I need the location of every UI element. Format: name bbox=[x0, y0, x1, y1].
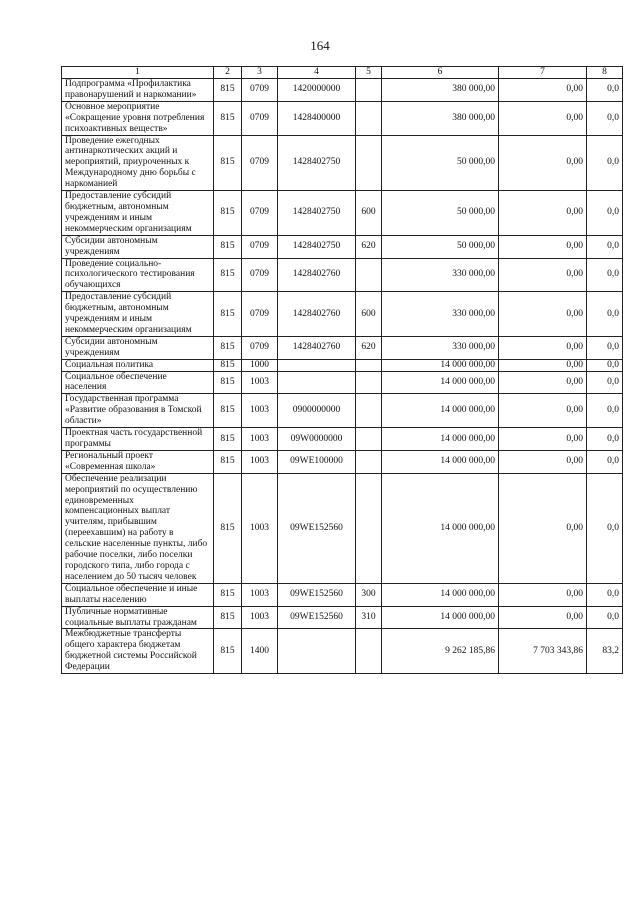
cell-planned-amount: 14 000 000,00 bbox=[382, 359, 499, 371]
cell-name: Государственная программа «Развитие образования в Томской области» bbox=[62, 394, 214, 428]
cell-executed-amount: 0,00 bbox=[499, 583, 587, 606]
column-header: 3 bbox=[242, 67, 278, 79]
table-row bbox=[62, 101, 623, 135]
table-row bbox=[62, 191, 623, 236]
cell-ministry-code: 815 bbox=[214, 583, 242, 606]
cell-name: Подпрограмма «Профилактика правонарушений и наркомании» bbox=[62, 79, 214, 102]
cell-section-code: 0709 bbox=[242, 79, 278, 102]
table-row bbox=[62, 336, 623, 359]
cell-ministry-code: 815 bbox=[214, 79, 242, 102]
cell-planned-amount: 14 000 000,00 bbox=[382, 450, 499, 473]
cell-percent: 0,0 bbox=[587, 473, 623, 583]
cell-planned-amount: 380 000,00 bbox=[382, 79, 499, 102]
cell-planned-amount: 14 000 000,00 bbox=[382, 606, 499, 629]
cell-ministry-code: 815 bbox=[214, 235, 242, 258]
cell-expense-type bbox=[356, 371, 382, 394]
cell-name: Социальная политика bbox=[62, 359, 214, 371]
cell-target-code: 0900000000 bbox=[278, 394, 356, 428]
cell-percent: 0,0 bbox=[587, 359, 623, 371]
table-row bbox=[62, 629, 623, 674]
cell-name: Региональный проект «Современная школа» bbox=[62, 450, 214, 473]
table-body bbox=[62, 79, 623, 674]
cell-name: Социальное обеспечение населения bbox=[62, 371, 214, 394]
cell-executed-amount: 7 703 343,86 bbox=[499, 629, 587, 674]
cell-planned-amount: 50 000,00 bbox=[382, 235, 499, 258]
table-row bbox=[62, 258, 623, 292]
cell-section-code: 1003 bbox=[242, 450, 278, 473]
cell-section-code: 1003 bbox=[242, 583, 278, 606]
cell-executed-amount: 0,00 bbox=[499, 235, 587, 258]
cell-target-code: 09WE152560 bbox=[278, 583, 356, 606]
cell-executed-amount: 0,00 bbox=[499, 191, 587, 236]
cell-ministry-code: 815 bbox=[214, 191, 242, 236]
cell-target-code bbox=[278, 629, 356, 674]
cell-percent: 0,0 bbox=[587, 292, 623, 337]
column-header: 7 bbox=[499, 67, 587, 79]
cell-target-code: 09WE152560 bbox=[278, 606, 356, 629]
column-header: 8 bbox=[587, 67, 623, 79]
cell-planned-amount: 9 262 185,86 bbox=[382, 629, 499, 674]
cell-percent: 0,0 bbox=[587, 135, 623, 191]
cell-name: Публичные нормативные социальные выплаты гражданам bbox=[62, 606, 214, 629]
cell-percent: 0,0 bbox=[587, 450, 623, 473]
cell-name: Предоставление субсидий бюджетным, автономным учреждениям и иным некоммерческим организациям bbox=[62, 191, 214, 236]
cell-name: Проектная часть государственной программы bbox=[62, 428, 214, 451]
cell-expense-type bbox=[356, 394, 382, 428]
table-row bbox=[62, 359, 623, 371]
cell-section-code: 0709 bbox=[242, 336, 278, 359]
cell-percent: 0,0 bbox=[587, 394, 623, 428]
cell-executed-amount: 0,00 bbox=[499, 473, 587, 583]
column-header: 6 bbox=[382, 67, 499, 79]
cell-expense-type bbox=[356, 79, 382, 102]
cell-name: Субсидии автономным учреждениям bbox=[62, 235, 214, 258]
cell-percent: 0,0 bbox=[587, 583, 623, 606]
cell-ministry-code: 815 bbox=[214, 292, 242, 337]
cell-section-code: 0709 bbox=[242, 235, 278, 258]
cell-target-code: 1428402750 bbox=[278, 235, 356, 258]
cell-target-code bbox=[278, 371, 356, 394]
cell-ministry-code: 815 bbox=[214, 450, 242, 473]
cell-target-code: 09WE152560 bbox=[278, 473, 356, 583]
cell-expense-type: 620 bbox=[356, 235, 382, 258]
cell-name: Социальное обеспечение и иные выплаты населению bbox=[62, 583, 214, 606]
cell-ministry-code: 815 bbox=[214, 101, 242, 135]
cell-expense-type: 310 bbox=[356, 606, 382, 629]
cell-percent: 0,0 bbox=[587, 101, 623, 135]
cell-planned-amount: 14 000 000,00 bbox=[382, 473, 499, 583]
cell-executed-amount: 0,00 bbox=[499, 258, 587, 292]
table-row bbox=[62, 135, 623, 191]
table-row bbox=[62, 79, 623, 102]
cell-percent: 0,0 bbox=[587, 428, 623, 451]
page-number: 164 bbox=[310, 38, 330, 53]
cell-percent: 0,0 bbox=[587, 235, 623, 258]
cell-name: Субсидии автономным учреждениям bbox=[62, 336, 214, 359]
cell-expense-type bbox=[356, 135, 382, 191]
cell-executed-amount: 0,00 bbox=[499, 371, 587, 394]
cell-planned-amount: 14 000 000,00 bbox=[382, 428, 499, 451]
cell-section-code: 0709 bbox=[242, 258, 278, 292]
cell-section-code: 0709 bbox=[242, 101, 278, 135]
cell-expense-type: 600 bbox=[356, 292, 382, 337]
cell-planned-amount: 50 000,00 bbox=[382, 135, 499, 191]
cell-ministry-code: 815 bbox=[214, 336, 242, 359]
cell-expense-type bbox=[356, 428, 382, 451]
cell-percent: 83,2 bbox=[587, 629, 623, 674]
table-row bbox=[62, 428, 623, 451]
cell-section-code: 1003 bbox=[242, 473, 278, 583]
cell-planned-amount: 14 000 000,00 bbox=[382, 583, 499, 606]
table-row bbox=[62, 371, 623, 394]
cell-name: Основное мероприятие «Сокращение уровня потребления психоактивных веществ» bbox=[62, 101, 214, 135]
cell-executed-amount: 0,00 bbox=[499, 135, 587, 191]
column-header: 4 bbox=[278, 67, 356, 79]
cell-planned-amount: 14 000 000,00 bbox=[382, 371, 499, 394]
cell-percent: 0,0 bbox=[587, 258, 623, 292]
table-row bbox=[62, 292, 623, 337]
cell-expense-type bbox=[356, 629, 382, 674]
cell-name: Проведение ежегодных антинаркотических акций и мероприятий, приуроченных к Международному дню борьбы с наркоманией bbox=[62, 135, 214, 191]
table-row bbox=[62, 235, 623, 258]
cell-executed-amount: 0,00 bbox=[499, 606, 587, 629]
cell-percent: 0,0 bbox=[587, 336, 623, 359]
table-header-row bbox=[62, 67, 623, 79]
cell-name: Обеспечение реализации мероприятий по осуществлению единовременных компенсационных выплат учителям, прибывшим (переехавшим) на работу в сельские населенные пункты, либо рабочие поселки, либо поселки городского типа, либо города с населением до 50 тысяч человек bbox=[62, 473, 214, 583]
cell-section-code: 0709 bbox=[242, 135, 278, 191]
cell-expense-type bbox=[356, 359, 382, 371]
cell-ministry-code: 815 bbox=[214, 258, 242, 292]
cell-target-code: 1428402760 bbox=[278, 336, 356, 359]
table-row bbox=[62, 394, 623, 428]
cell-executed-amount: 0,00 bbox=[499, 394, 587, 428]
cell-expense-type bbox=[356, 473, 382, 583]
cell-planned-amount: 380 000,00 bbox=[382, 101, 499, 135]
cell-section-code: 0709 bbox=[242, 191, 278, 236]
column-header: 2 bbox=[214, 67, 242, 79]
cell-executed-amount: 0,00 bbox=[499, 359, 587, 371]
cell-ministry-code: 815 bbox=[214, 394, 242, 428]
cell-section-code: 1003 bbox=[242, 371, 278, 394]
cell-target-code: 1428402760 bbox=[278, 258, 356, 292]
cell-planned-amount: 330 000,00 bbox=[382, 292, 499, 337]
cell-section-code: 1000 bbox=[242, 359, 278, 371]
column-header: 1 bbox=[62, 67, 214, 79]
cell-name: Проведение социально-психологического тестирования обучающихся bbox=[62, 258, 214, 292]
cell-percent: 0,0 bbox=[587, 191, 623, 236]
cell-expense-type: 600 bbox=[356, 191, 382, 236]
cell-executed-amount: 0,00 bbox=[499, 292, 587, 337]
table-row bbox=[62, 583, 623, 606]
column-header: 5 bbox=[356, 67, 382, 79]
cell-executed-amount: 0,00 bbox=[499, 450, 587, 473]
table-row bbox=[62, 606, 623, 629]
cell-ministry-code: 815 bbox=[214, 473, 242, 583]
cell-target-code bbox=[278, 359, 356, 371]
cell-target-code: 1428400000 bbox=[278, 101, 356, 135]
cell-name: Межбюджетные трансферты общего характера бюджетам бюджетной системы Российской Федерации bbox=[62, 629, 214, 674]
cell-expense-type: 620 bbox=[356, 336, 382, 359]
cell-target-code: 09WE100000 bbox=[278, 450, 356, 473]
cell-ministry-code: 815 bbox=[214, 359, 242, 371]
cell-planned-amount: 14 000 000,00 bbox=[382, 394, 499, 428]
cell-executed-amount: 0,00 bbox=[499, 336, 587, 359]
table-row bbox=[62, 450, 623, 473]
cell-ministry-code: 815 bbox=[214, 606, 242, 629]
cell-section-code: 1400 bbox=[242, 629, 278, 674]
cell-target-code: 1428402760 bbox=[278, 292, 356, 337]
cell-percent: 0,0 bbox=[587, 606, 623, 629]
cell-expense-type: 300 bbox=[356, 583, 382, 606]
cell-executed-amount: 0,00 bbox=[499, 101, 587, 135]
cell-section-code: 0709 bbox=[242, 292, 278, 337]
cell-section-code: 1003 bbox=[242, 428, 278, 451]
cell-expense-type bbox=[356, 101, 382, 135]
cell-section-code: 1003 bbox=[242, 606, 278, 629]
cell-ministry-code: 815 bbox=[214, 428, 242, 451]
cell-expense-type bbox=[356, 258, 382, 292]
cell-executed-amount: 0,00 bbox=[499, 428, 587, 451]
cell-expense-type bbox=[356, 450, 382, 473]
table-row bbox=[62, 473, 623, 583]
cell-planned-amount: 330 000,00 bbox=[382, 258, 499, 292]
cell-percent: 0,0 bbox=[587, 371, 623, 394]
cell-planned-amount: 330 000,00 bbox=[382, 336, 499, 359]
cell-target-code: 1428402750 bbox=[278, 191, 356, 236]
cell-ministry-code: 815 bbox=[214, 371, 242, 394]
cell-ministry-code: 815 bbox=[214, 135, 242, 191]
cell-planned-amount: 50 000,00 bbox=[382, 191, 499, 236]
cell-ministry-code: 815 bbox=[214, 629, 242, 674]
cell-name: Предоставление субсидий бюджетным, автономным учреждениям и иным некоммерческим организациям bbox=[62, 292, 214, 337]
cell-percent: 0,0 bbox=[587, 79, 623, 102]
budget-table bbox=[61, 66, 623, 674]
cell-section-code: 1003 bbox=[242, 394, 278, 428]
cell-executed-amount: 0,00 bbox=[499, 79, 587, 102]
cell-target-code: 09W0000000 bbox=[278, 428, 356, 451]
cell-target-code: 1420000000 bbox=[278, 79, 356, 102]
cell-target-code: 1428402750 bbox=[278, 135, 356, 191]
